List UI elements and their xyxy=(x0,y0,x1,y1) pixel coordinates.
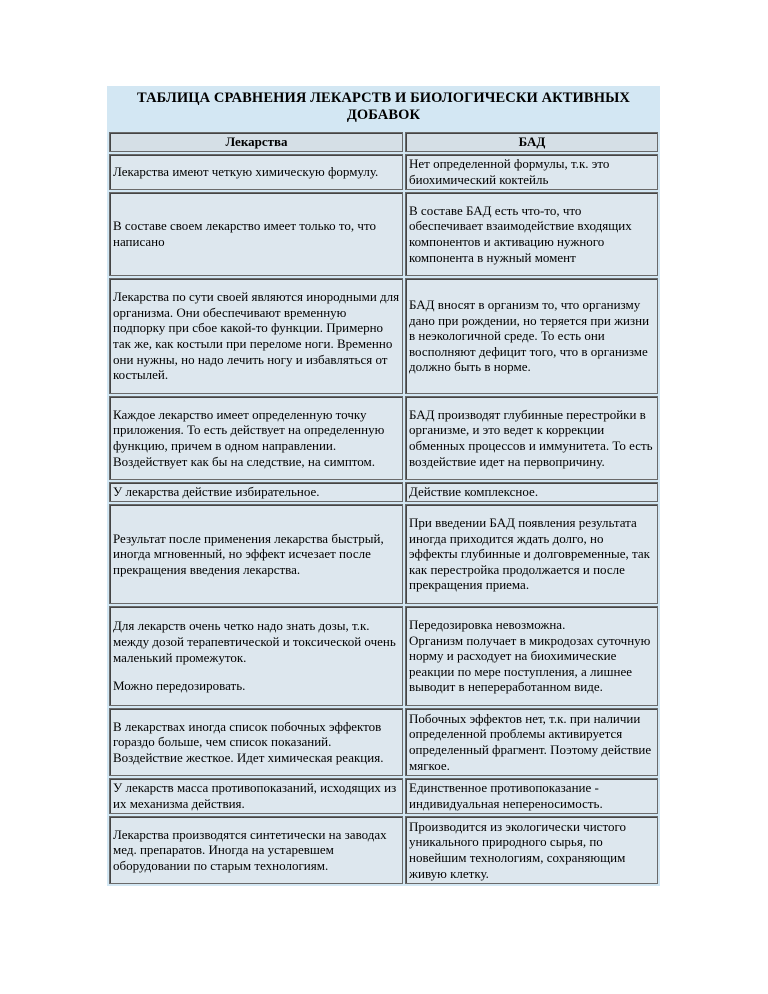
paragraph-gap xyxy=(113,665,400,678)
comparison-table xyxy=(107,130,660,886)
drugs-cell xyxy=(109,192,403,276)
table-row xyxy=(109,396,658,480)
table-row xyxy=(109,482,658,502)
supplements-cell xyxy=(405,396,658,480)
cell-text: Побочных эффектов нет, т.к. при наличии определенной проблемы активируется определенный фрагмент. Поэтому действие мягкое. xyxy=(409,710,652,773)
table-row xyxy=(109,504,658,604)
supplements-cell xyxy=(405,606,658,706)
cell-text: Лекарства производятся синтетически на заводах мед. препаратов. Иногда на устаревшем оборудовании по старым технологиям. xyxy=(113,826,387,873)
cell-text: Результат после применения лекарства быстрый, иногда мгновенный, но эффект исчезает после прекращения введения лекарства. xyxy=(113,530,384,577)
cell-text: Можно передозировать. xyxy=(113,678,246,694)
drugs-cell xyxy=(109,396,403,480)
supplements-cell xyxy=(405,778,658,814)
drugs-cell xyxy=(109,278,403,394)
cell-text: БАД производят глубинные перестройки в организме, и это ведет к коррекции обменных процессов и иммунитета. То есть воздействие идет на первопричину. xyxy=(409,406,653,469)
cell-text: Передозировка невозможна. xyxy=(409,617,566,633)
supplements-cell xyxy=(405,504,658,604)
drugs-cell xyxy=(109,482,403,502)
drugs-cell xyxy=(109,708,403,776)
cell-text: При введении БАД появления результата иногда приходится ждать долго, но эффекты глубинные и долговременные, так как перестройка продолжается и после прекращения приема. xyxy=(409,515,650,593)
cell-text: Для лекарств очень четко надо знать дозы, т.к. между дозой терапевтической и токсической очень маленький промежуток. xyxy=(113,618,396,665)
table-row xyxy=(109,606,658,706)
table-row xyxy=(109,778,658,814)
supplements-cell xyxy=(405,278,658,394)
cell-text: Каждое лекарство имеет определенную точку приложения. То есть действует на определенную функцию, причем в одном направлении. Воздействует как бы на следствие, на симптом. xyxy=(113,406,385,469)
cell-text: БАД вносят в организм то, что организму дано при рождении, но теряется при жизни в неэкологичной среде. То есть они восполняют дефицит того, что в организме должно быть в норме. xyxy=(409,297,650,375)
drugs-cell xyxy=(109,154,403,190)
drugs-cell xyxy=(109,504,403,604)
supplements-cell xyxy=(405,708,658,776)
cell-text: У лекарства действие избирательное. xyxy=(113,484,320,500)
supplements-cell xyxy=(405,816,658,884)
cell-text: Организм получает в микродозах суточную норму и расходует на биохимические реакции по мере поступления, а лишнее выводит в непереработанном виде. xyxy=(409,632,651,695)
drugs-cell xyxy=(109,606,403,706)
drugs-cell xyxy=(109,778,403,814)
page-title: ТАБЛИЦА СРАВНЕНИЯ ЛЕКАРСТВ И БИОЛОГИЧЕСКИ АКТИВНЫХ ДОБАВОК xyxy=(137,90,630,123)
cell-text: Производится из экологически чистого уникального природного сырья, по новейшим технологиям, сохраняющим живую клетку. xyxy=(409,818,626,881)
cell-text: В лекарствах иногда список побочных эффектов гораздо больше, чем список показаний. Воздействие жесткое. Идет химическая реакция. xyxy=(113,718,384,765)
comparison-document xyxy=(107,86,660,886)
cell-text: Единственное противопоказание - индивидуальная непереносимость. xyxy=(409,780,603,811)
cell-text: Нет определенной формулы, т.к. это биохимический коктейль xyxy=(409,156,610,187)
cell-text: Действие комплексное. xyxy=(409,484,539,500)
column-header-drugs: Лекарства xyxy=(109,132,403,152)
table-row xyxy=(109,278,658,394)
supplements-cell xyxy=(405,154,658,190)
column-header-supplements: БАД xyxy=(405,132,658,152)
drugs-cell xyxy=(109,816,403,884)
cell-text: Лекарства по сути своей являются инородными для организма. Они обеспечивают временную подпорку при сбое какой-то функции. Примерно так же, как костыли при переломе ноги. Временно они нужны, но надо лечить ногу и избавляться от костылей. xyxy=(113,289,400,383)
table-row xyxy=(109,154,658,190)
cell-text: В составе своем лекарство имеет только то, что написано xyxy=(113,218,376,249)
table-row xyxy=(109,708,658,776)
table-header-row xyxy=(109,132,658,152)
supplements-cell xyxy=(405,192,658,276)
cell-text: В составе БАД есть что-то, что обеспечивает взаимодействие входящих компонентов и активацию нужного компонента в нужный момент xyxy=(409,202,632,265)
table-row xyxy=(109,816,658,884)
supplements-cell xyxy=(405,482,658,502)
table-row xyxy=(109,192,658,276)
cell-text: У лекарств масса противопоказаний, исходящих из их механизма действия. xyxy=(113,780,397,811)
cell-text: Лекарства имеют четкую химическую формулу. xyxy=(113,164,379,180)
